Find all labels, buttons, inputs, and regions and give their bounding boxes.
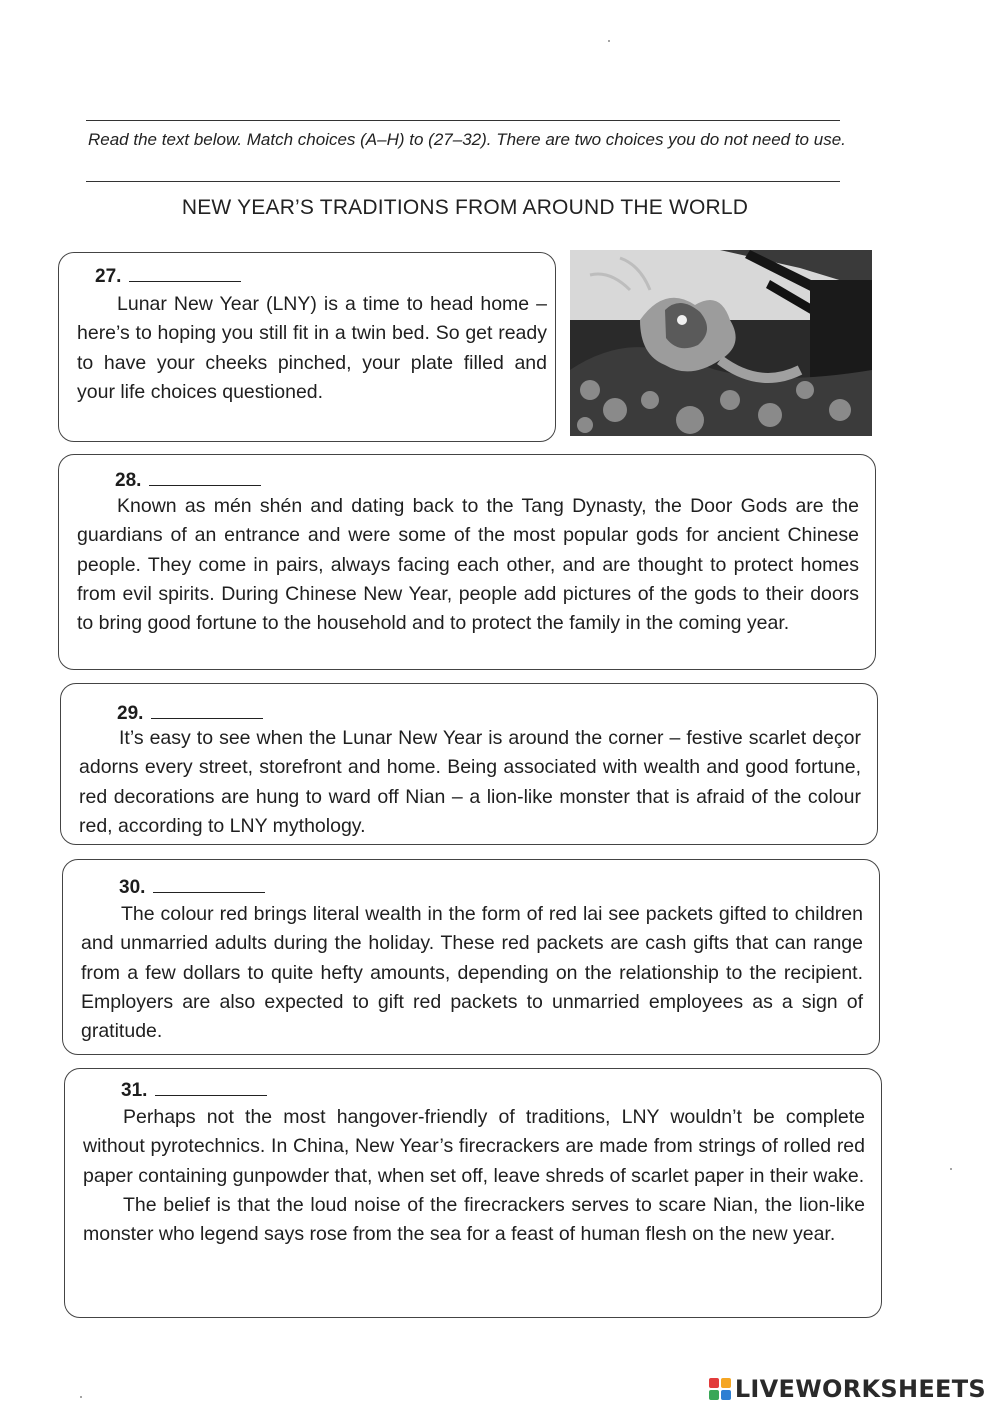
liveworksheets-brand[interactable] (709, 1374, 986, 1404)
item-28-box (58, 454, 876, 670)
dragon-illustration (570, 250, 872, 436)
item-27-answer-blank[interactable] (129, 263, 241, 282)
item-28-text (77, 492, 859, 638)
scan-speck (80, 1396, 82, 1398)
item-29-answer-blank[interactable] (151, 700, 263, 719)
item-29-number: 29. (117, 703, 144, 724)
item-28-number: 28. (115, 470, 142, 491)
item-29-box (60, 683, 878, 845)
item-28-header (115, 467, 261, 493)
item-29-paragraph: It’s easy to see when the Lunar New Year is around the corner – festive scarlet deçor adorns every street, storefront and home. Being associated with wealth and good fortune, red decorations are hung to ward off Nian – a lion-like monster that is afraid of the colour red, according to LNY mythology. (79, 727, 861, 837)
item-29-header (117, 700, 263, 726)
item-31-box (64, 1068, 882, 1318)
item-29-text (79, 724, 861, 841)
item-30-text (81, 900, 863, 1046)
item-30-number: 30. (119, 877, 146, 898)
logo-square-blue (721, 1390, 731, 1400)
item-31-text (83, 1103, 865, 1249)
logo-square-red (709, 1378, 719, 1388)
scan-speck (608, 40, 610, 42)
item-30-answer-blank[interactable] (153, 874, 265, 893)
item-31-answer-blank[interactable] (155, 1077, 267, 1096)
instructions-bottom-rule (86, 181, 840, 182)
item-31-number: 31. (121, 1080, 148, 1101)
instructions-top-rule (86, 120, 840, 121)
dragon-photo (570, 250, 872, 436)
item-27-paragraph: Lunar New Year (LNY) is a time to head home – here’s to hoping you still fit in a twin bed. So get ready to have your cheeks pinched, your plate filled and your life choices questioned. (77, 293, 547, 403)
logo-square-orange (721, 1378, 731, 1388)
scan-speck (950, 1168, 952, 1170)
item-30-header (119, 874, 265, 900)
item-30-paragraph: The colour red brings literal wealth in the form of red lai see packets gifted to children and unmarried adults during the holiday. These red packets are cash gifts that can range from a few dollars to quite hefty amounts, depending on the relationship to the recipient. Employers are also expected to gift red packets to unmarried employees as a sign of gratitude. (81, 903, 863, 1043)
item-27-header (95, 263, 241, 289)
item-27-box (58, 252, 556, 442)
item-28-paragraph: Known as mén shén and dating back to the Tang Dynasty, the Door Gods are the guardians of an entrance and were some of the most popular gods for ancient Chinese people. They come in pairs, always facing each other, and are thought to protect homes from evil spirits. During Chinese New Year, people add pictures of the gods to their doors to bring good fortune to the household and to protect the family in the coming year. (77, 495, 859, 635)
item-28-answer-blank[interactable] (149, 467, 261, 486)
item-31-header (121, 1077, 267, 1103)
brand-name: LIVEWORKSHEETS (734, 1375, 986, 1403)
item-27-number: 27. (95, 266, 122, 287)
page-title: NEW YEAR’S TRADITIONS FROM AROUND THE WORLD (181, 196, 749, 219)
item-31-paragraph-1: Perhaps not the most hangover-friendly of traditions, LNY wouldn’t be complete without pyrotechnics. In China, New Year’s firecrackers are made from strings of rolled red paper containing gunpowder that, when set off, leave shreds of scarlet paper in their wake. (83, 1106, 865, 1187)
liveworksheets-logo-icon (709, 1378, 731, 1400)
item-30-box (62, 859, 880, 1055)
instructions: Read the text below. Match choices (A–H) to (27–32). There are two choices you do not need to use. (88, 130, 846, 149)
item-31-paragraph-2: The belief is that the loud noise of the firecrackers serves to scare Nian, the lion-like monster who legend says rose from the sea for a feast of human flesh on the new year. (83, 1193, 865, 1246)
logo-square-green (709, 1390, 719, 1400)
item-27-text (77, 290, 547, 407)
